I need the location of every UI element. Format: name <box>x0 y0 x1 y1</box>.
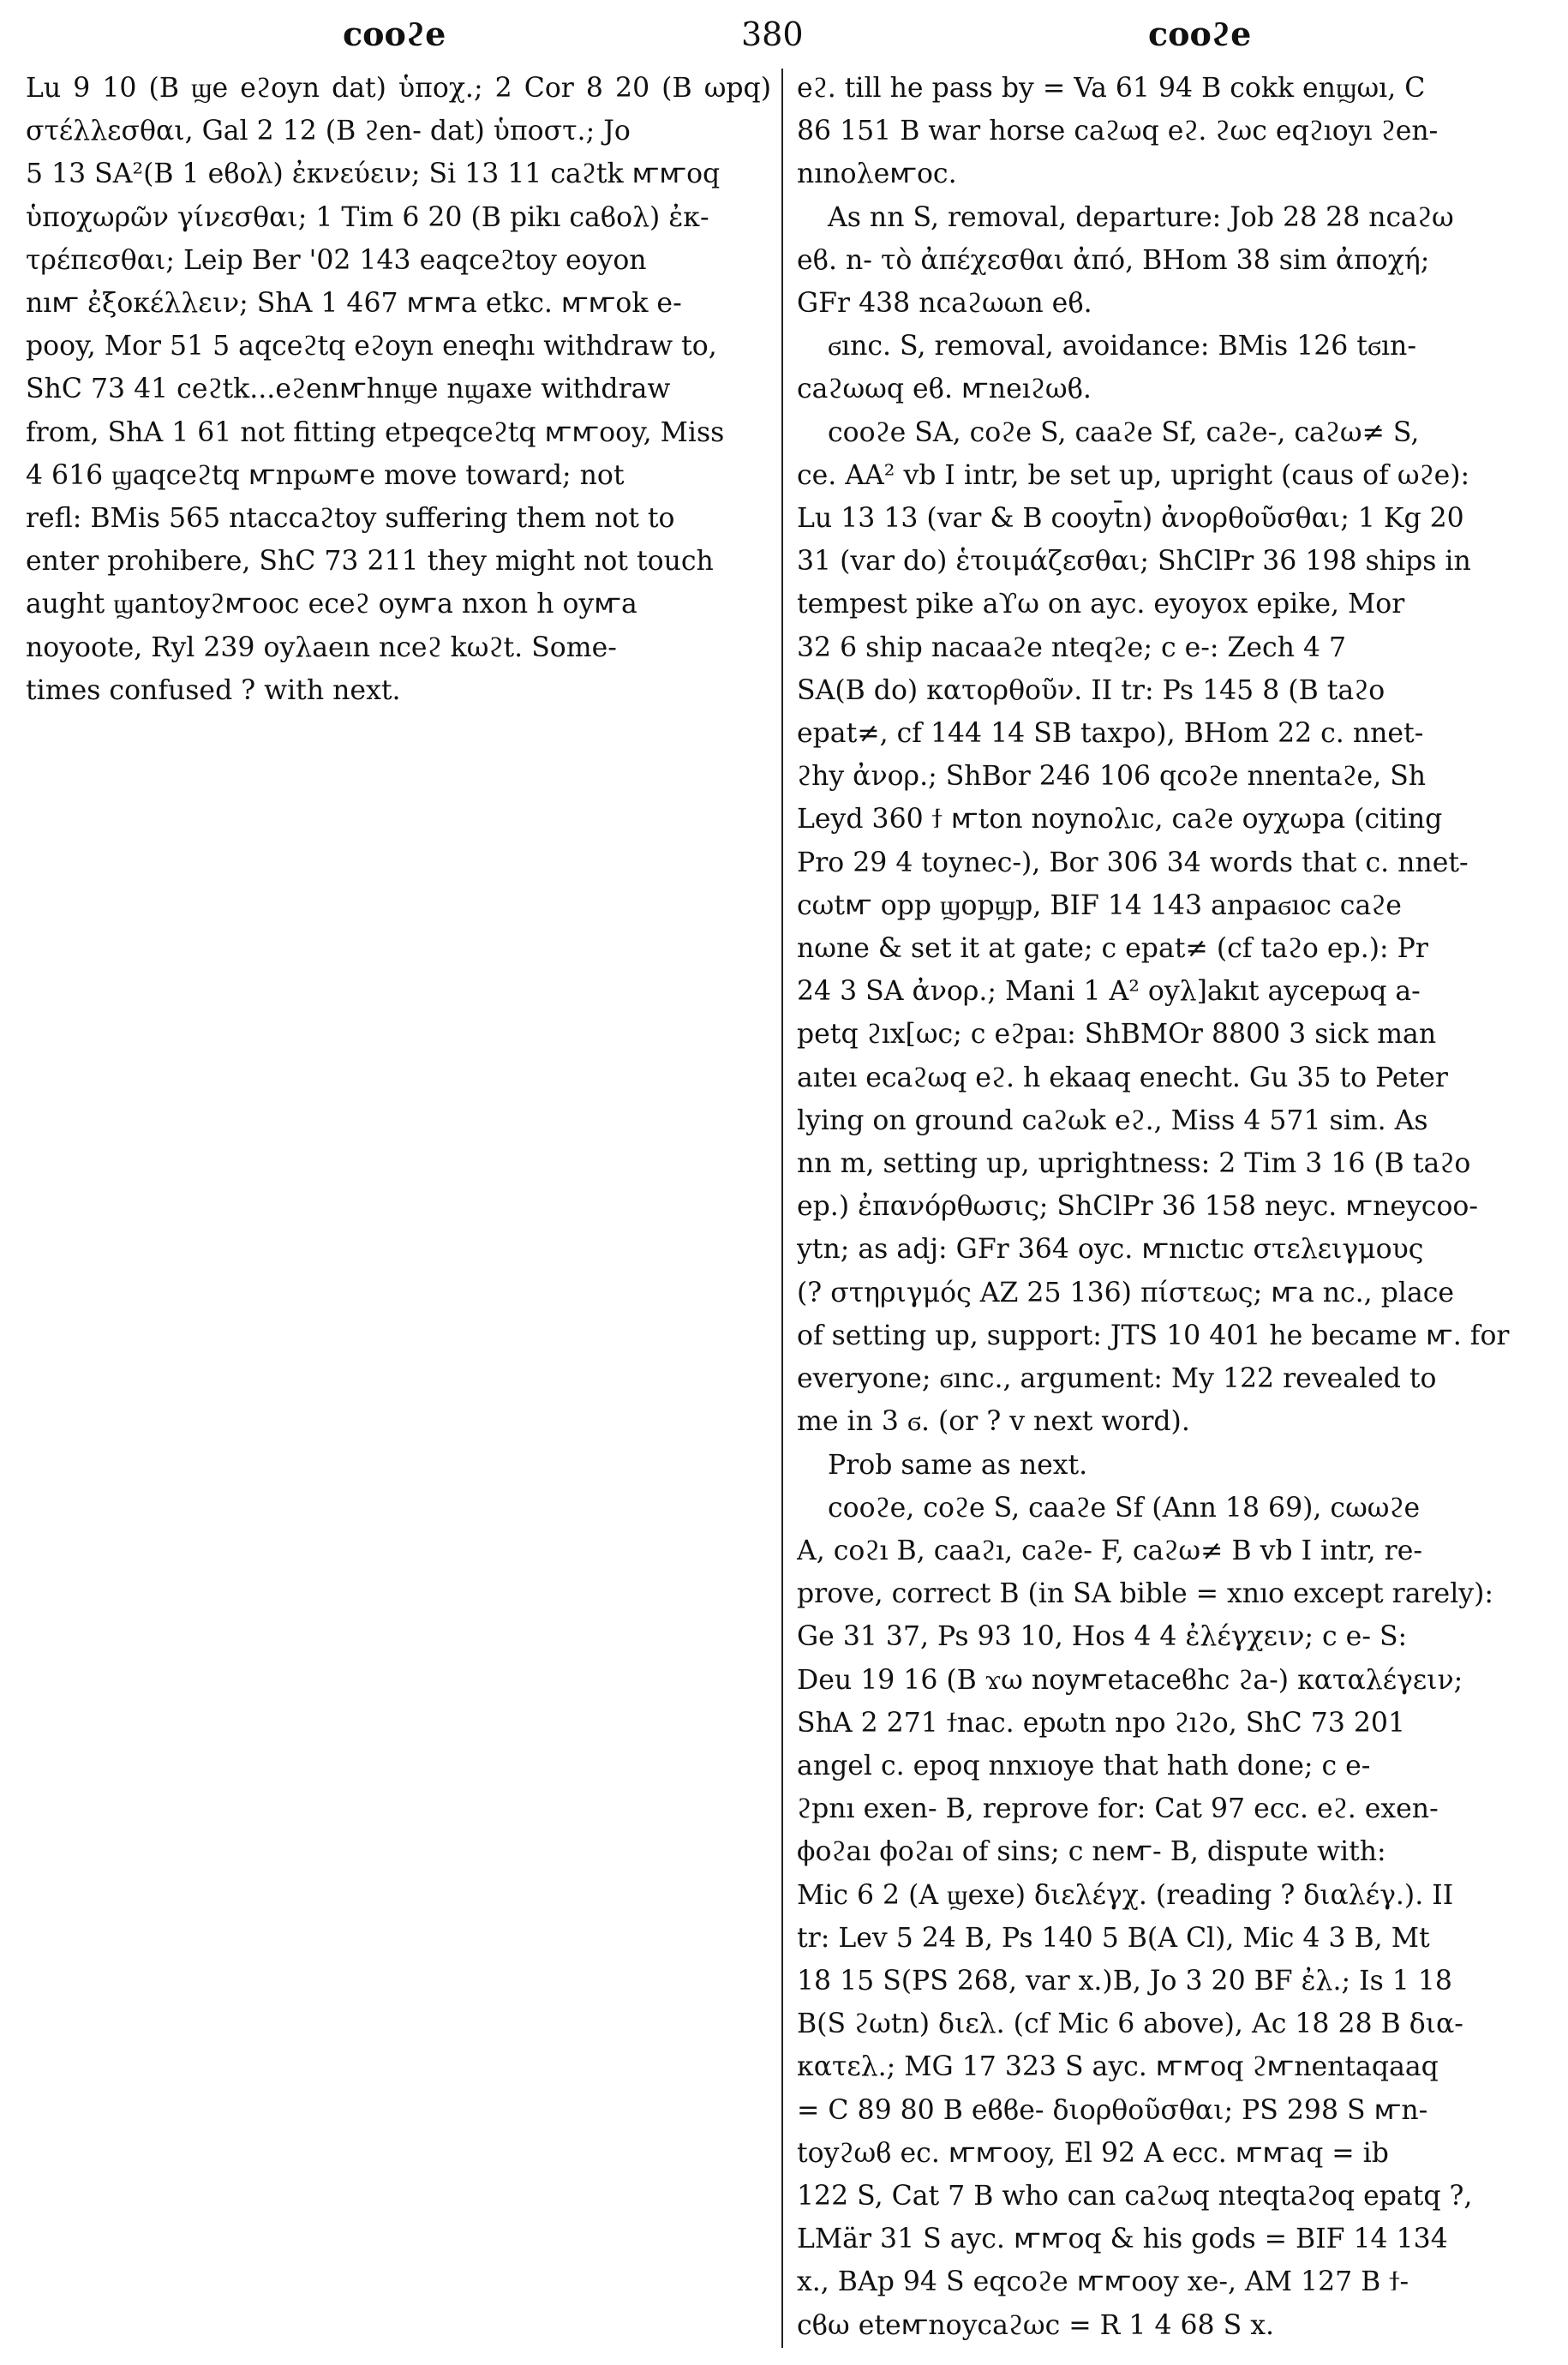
right-headword: cooϩe <box>1148 15 1252 53</box>
right-subentry-noun: As nn S, removal, departure: Job 28 28 ncaϩω eϐ. n- τὸ ἀπέχεσθαι ἀπό, BHom 38 sim ἀποχή; GFr 438 ncaϩωωn eϐ. <box>797 201 1454 320</box>
right-entry-set-up: cooϩe SA, coϩe S, caaϩe Sf, caϩe-, caϩω≠ S, ce. AA² vb I intr, be set up, upright (caus of ωϩe): Lu 13 13 (var & B cooyt̄n) ἀνορθοῦσθαι; 1 Kg 20 31 (var do) ἑτοιμάζεσθαι; ShClPr 36 198 ships in tempest pike aϒω on ayc. eyoyox epike, Mor 32 6 ship nacaaϩe nteqϩe; c e-: Zech 4 7 SA(B do) κατορθοῦν. II tr: Ps 145 8 (B taϩo epat≠, cf 144 14 SB taxpo), BHom 22 c. nnet- ϩhy ἀνορ.; ShBor 246 106 qcoϩe nnentaϩe, Sh Leyd 360 ϯ ꙧton noynoλıc, caϩe oyχωpa (citing Pro 29 4 toynec-), Bor 306 34 words that c. nnet- cωtꙧ opp ϣopϣp, BIF 14 143 anpaϭıoc caϩe nωne & set it at gate; c epat≠ (cf taϩo ep.): Pr 24 3 SA ἀνορ.; Mani 1 A² oyλ]akıt aycepωq a- petq ϩıx[ωc; c eϩpaı: ShBMOr 8800 3 sick man aıteı ecaϩωq eϩ. h ekaaq enecht. Gu 35 to Peter lying on ground caϩωk eϩ., Miss 4 571 sim. As nn m, setting up, uprightness: 2 Tim 3 16 (B taϩo ep.) ἐπανόρθωσις; ShClPr 36 158 neyc. ꙧneycoo- ytn; as adj: GFr 364 oyc. ꙧnıctıc στελειγμους (? στηριγμός AZ 25 136) πίστεως; ꙧa nc., place of setting up, support: JTS 10 401 he became ꙧ. for everyone; ϭınc., argument: My 122 revealed to me in 3 ϭ. (or ? v next word). <box>797 416 1510 1438</box>
left-column <box>26 67 771 2350</box>
column-divider <box>781 69 783 2348</box>
right-subentry-avoidance: ϭınc. S, removal, avoidance: BMis 126 tϭın- caϩωωq eϐ. ꙧneıϩωϐ. <box>797 331 1416 405</box>
left-entry-continuation: Lu 9 10 (B ϣe eϩoyn dat) ὑποχ.; 2 Cor 8 20 (B ωpq) στέλλεσθαι, Gal 2 12 (B ϩen- dat) ὑποστ.; Jo 5 13 SA²(B 1 eϐoλ) ἐκνεύειν; Si 13 11 caϩtk ꙧꙧoq ὑποχωρῶν γίνεσθαι; 1 Tim 6 20 (B pikı caϐoλ) ἐκ- τρέπεσθαι; Leip Ber '02 143 eaqceϩtoy eoyon nıꙧ ἐξοκέλλειν; ShA 1 467 ꙧꙧa etkc. ꙧꙧok e- pooy, Mor 51 5 aqceϩtq eϩoyn eneqhı withdraw to, ShC 73 41 ceϩtk...eϩenꙧhnϣe nϣaxe withdraw from, ShA 1 61 not fitting etpeqceϩtq ꙧꙧooy, Miss 4 616 ϣaqceϩtq ꙧnpωꙧe move toward; not refl: BMis 565 ntaccaϩtoy suffering them not to enter prohibere, ShC 73 211 they might not touch aught ϣantoyϩꙧooc eceϩ oyꙧa nxon h oyꙧa noyoote, Ryl 239 oyλaeın nceϩ kωϩt. Some- times confused ? with next. <box>26 73 771 706</box>
right-column <box>797 67 1542 2350</box>
right-note: Prob same as next. <box>828 1449 1088 1481</box>
right-entry-continuation: eϩ. till he pass by = Va 61 94 B cokk enϣωı, C 86 151 B war horse caϩωq eϩ. ϩωc eqϩıoyı ϩen- nınoλeꙧoc. <box>797 73 1439 190</box>
running-head <box>26 15 1542 53</box>
left-headword: cooϩe <box>343 15 446 53</box>
page-number: 380 <box>741 15 804 53</box>
right-entry-reprove: cooϩe, coϩe S, caaϩe Sf (Ann 18 69), cωωϩe A, coϩı B, caaϩı, caϩe- F, caϩω≠ B vb I intr, re- prove, correct B (in SA bible = xnıo except rarely): Ge 31 37, Ps 93 10, Hos 4 4 ἐλέγχειν; c e- S: Deu 19 16 (B ϫω noyꙧetaceϐhc ϩa-) καταλέγειν; ShA 2 271 ϯnac. epωtn npo ϩıϩo, ShC 73 201 angel c. epoq nnxıoye that hath done; c e- ϩpnı exen- B, reprove for: Cat 97 ecc. eϩ. exen- ϕoϩaı ϕoϩaı of sins; c neꙧ- B, dispute with: Mic 6 2 (A ϣexe) διελέγχ. (reading ? διαλέγ.). II tr: Lev 5 24 B, Ps 140 5 B(A Cl), Mic 4 3 B, Mt 18 15 S(PS 268, var x.)B, Jo 3 20 BF ἐλ.; Is 1 18 B(S ϩωtn) διελ. (cf Mic 6 above), Ac 18 28 B δια- κατελ.; MG 17 323 S ayc. ꙧꙧoq ϩꙧnentaqaaq = C 89 80 B eϐϐe- διορθοῦσθαι; PS 298 S ꙧn- toyϩωϐ ec. ꙧꙧooy, El 92 A ecc. ꙧꙧaq = ib 122 S, Cat 7 B who can caϩωq nteqtaϩoq epatq ?, LMär 31 S ayc. ꙧꙧoq & his gods = BIF 14 134 x., BAp 94 S eqcoϩe ꙧꙧooy xe-, AM 127 B ϯ- cϐω eteꙧnoycaϩωc = R 1 4 68 S x. <box>797 1492 1493 2341</box>
